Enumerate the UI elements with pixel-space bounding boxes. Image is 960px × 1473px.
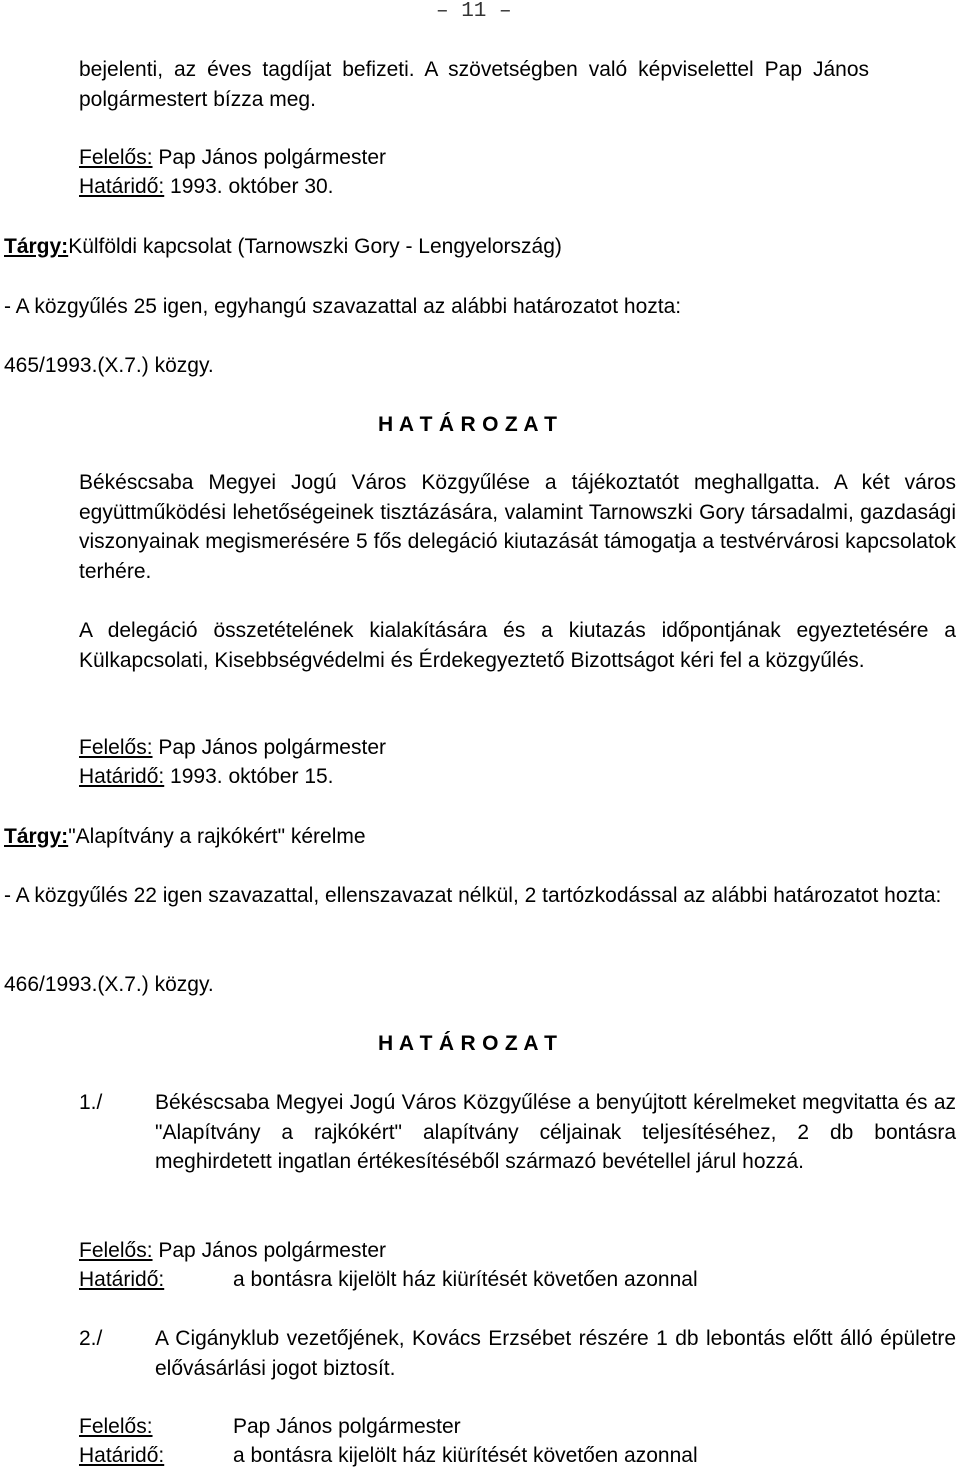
page-number: – 11 – bbox=[436, 0, 512, 23]
responsible-label: Felelős: bbox=[79, 1415, 153, 1438]
topic-value: Külföldi kapcsolat (Tarnowszki Gory - Lengyelország) bbox=[68, 235, 562, 258]
responsible-value: Pap János polgármester bbox=[152, 146, 386, 169]
deadline-line-4 bbox=[79, 1441, 698, 1471]
topic-label: Tárgy: bbox=[4, 235, 69, 258]
deadline-line-2 bbox=[79, 762, 334, 792]
deadline-line-3 bbox=[79, 1265, 698, 1295]
responsible-value: Pap János polgármester bbox=[152, 1239, 386, 1262]
responsible-label: Felelős: bbox=[79, 736, 153, 759]
item-text: A Cigányklub vezetőjének, Kovács Erzsébet részére 1 db lebontás előtt álló épületre elővásárlási jogot biztosít. bbox=[155, 1327, 956, 1380]
responsible-label: Felelős: bbox=[79, 1239, 153, 1262]
topic-label: Tárgy: bbox=[4, 825, 69, 848]
resolution-item-2 bbox=[79, 1324, 956, 1383]
deadline-label: Határidő: bbox=[79, 765, 165, 788]
resolution-item-1 bbox=[79, 1088, 956, 1177]
resolution-reference-1: 465/1993.(X.7.) közgy. bbox=[4, 354, 214, 377]
responsible-value: Pap János polgármester bbox=[233, 1415, 461, 1438]
vote-line-2: - A közgyűlés 22 igen szavazattal, ellenszavazat nélkül, 2 tartózkodással az alábbi határozatot hozta: bbox=[4, 884, 942, 907]
deadline-value: 1993. október 15. bbox=[164, 765, 334, 788]
responsible-value: Pap János polgármester bbox=[152, 736, 386, 759]
item-text: Békéscsaba Megyei Jogú Város Közgyűlése a benyújtott kérelmeket megvitatta és az "Alapítvány a rajkókért" alapítvány céljainak teljesítéséhez, 2 db bontásra meghirdetett ingatlan értékesítéséből származó bevétellel járul hozzá. bbox=[155, 1091, 956, 1173]
item-number: 1./ bbox=[79, 1091, 103, 1114]
resolution-reference-2: 466/1993.(X.7.) közgy. bbox=[4, 973, 214, 996]
responsible-line-1 bbox=[79, 143, 386, 173]
responsible-line-4 bbox=[79, 1412, 461, 1442]
deadline-value: 1993. október 30. bbox=[164, 175, 334, 198]
deadline-label: Határidő: bbox=[79, 175, 165, 198]
intro-paragraph: bejelenti, az éves tagdíjat befizeti. A szövetségben való képviselettel Pap János polgármestert bízza meg. bbox=[79, 58, 869, 111]
item-number: 2./ bbox=[79, 1327, 103, 1350]
responsible-label: Felelős: bbox=[79, 146, 153, 169]
deadline-label: Határidő: bbox=[79, 1268, 165, 1291]
resolution-1-paragraph-2: A delegáció összetételének kialakítására és a kiutazás időpontjának egyeztetésére a Külkapcsolati, Kisebbségvédelmi és Érdekegyeztető Bizottságot kéri fel a közgyűlés. bbox=[79, 619, 956, 672]
resolution-1-paragraph-1: Békéscsaba Megyei Jogú Város Közgyűlése a tájékoztatót meghallgatta. A két város együttműködési lehetőségeinek tisztázására, valamint Tarnowszki Gory társadalmi, gazdasági viszonyainak megismerésére 5 fős delegáció kiutazását támogatja a testvérvárosi kapcsolatok terhére. bbox=[79, 471, 956, 583]
topic-line-1 bbox=[4, 232, 562, 262]
responsible-line-2 bbox=[79, 733, 386, 763]
responsible-line-3 bbox=[79, 1236, 386, 1266]
deadline-line-1 bbox=[79, 172, 334, 202]
deadline-value: a bontásra kijelölt ház kiürítését követően azonnal bbox=[233, 1444, 698, 1467]
resolution-heading-1: H A T Á R O Z A T bbox=[378, 413, 558, 436]
topic-line-2 bbox=[4, 822, 366, 852]
resolution-heading-2: H A T Á R O Z A T bbox=[378, 1032, 558, 1055]
topic-value: "Alapítvány a rajkókért" kérelme bbox=[68, 825, 366, 848]
vote-line-1: - A közgyűlés 25 igen, egyhangú szavazattal az alábbi határozatot hozta: bbox=[4, 295, 682, 318]
deadline-label: Határidő: bbox=[79, 1444, 165, 1467]
deadline-value: a bontásra kijelölt ház kiürítését követően azonnal bbox=[233, 1268, 698, 1291]
